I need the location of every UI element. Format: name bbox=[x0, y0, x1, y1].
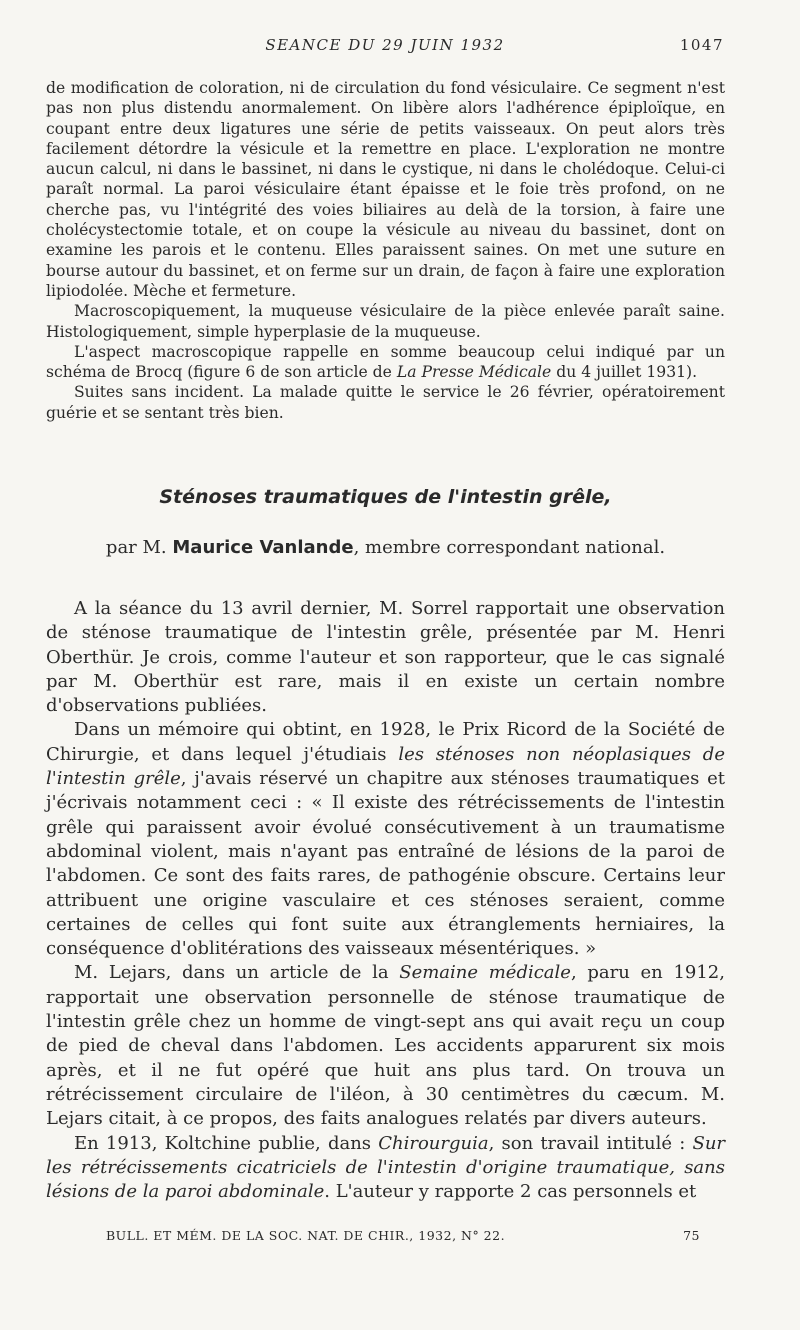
page-number: 1047 bbox=[679, 36, 724, 54]
journal-title: Chirourguia bbox=[378, 1132, 489, 1154]
journal-title: La Presse Médicale bbox=[396, 363, 552, 382]
article-title: Sténoses traumatiques de l'intestin grêle, bbox=[159, 486, 612, 508]
paragraph: L'aspect macroscopique rappelle en somme beaucoup celui indiqué par un schéma de Brocq (figure 6 de son article de La Presse Médicale du 4 juillet 1931). bbox=[46, 342, 725, 382]
paragraph: Suites sans incident. La malade quitte le service le 26 février, opératoirement guérie et se sentant très bien. bbox=[46, 383, 725, 422]
paragraph: Dans un mémoire qui obtint, en 1928, le Prix Ricord de la Société de Chirurgie, et dans lequel j'étudiais les sténoses non néoplasiques de l'intestin grêle, j'avais réservé un chapitre aux sténoses traumatiques et j'écrivais notamment ceci : « Il existe des rétrécissements de l'intestin grêle qui paraissent avoir évolué consécutivement à un traumatisme abdominal violent, mais n'ayant pas entraîné de lésions de la paroi de l'abdomen. Ce sont des faits rares, de pathogénie obscure. Certains leur attribuent une origine vasculaire et ces sténoses seraient, comme certaines de celles qui font suite aux étranglements herniaires, la conséquence d'oblitérations des vaisseaux mésentériques. » bbox=[46, 719, 725, 960]
running-head-title: SEANCE DU 29 JUIN 1932 bbox=[265, 36, 505, 54]
paragraph: de modification de coloration, ni de circulation du fond vésiculaire. Ce segment n'est pas non plus distendu anormalement. On libère alors l'adhérence épiploïque, en coupant entre deux ligatures une série de petits vaisseaux. On peut alors très facilement détordre la vésicule et la remettre en place. L'exploration ne montre aucun calcul, ni dans le bassinet, ni dans le cystique, ni dans le cholédoque. Celui-ci paraît normal. La paroi vésiculaire étant épaisse et le foie très profond, on ne cherche pas, vu l'intégrité des voies biliaires au delà de la torsion, à faire une cholécystectomie totale, et on coupe la vésicule au niveau du bassinet, dont on examine les parois et le contenu. Elles paraissent saines. On met une suture en bourse autour du bassinet, et on ferme sur un drain, de façon à faire une exploration lipiodolée. Mèche et fermeture. bbox=[46, 79, 725, 300]
paragraph: Macroscopiquement, la muqueuse vésiculaire de la pièce enlevée paraît saine. Histologiquement, simple hyperplasie de la muqueuse. bbox=[46, 302, 725, 341]
article-body bbox=[46, 597, 725, 1204]
signature-mark: 75 bbox=[683, 1228, 700, 1243]
running-head bbox=[46, 36, 724, 58]
page-footer bbox=[106, 1228, 700, 1246]
paragraph: M. Lejars, dans un article de la Semaine médicale, paru en 1912, rapportait une observation personnelle de sténose traumatique de l'intestin grêle chez un homme de vingt-sept ans qui avait reçu un coup de pied de cheval dans l'abdomen. Les accidents apparurent six mois après, et il ne fut opéré que huit ans plus tard. On trouva un rétrécissement circulaire de l'iléon, à 30 centimètres du cæcum. M. Lejars citait, à ce propos, des faits analogues relatés par divers auteurs. bbox=[46, 962, 725, 1130]
paragraph: A la séance du 13 avril dernier, M. Sorrel rapportait une observation de sténose traumatique de l'intestin grêle, présentée par M. Henri Oberthür. Je crois, comme l'auteur et son rapporteur, que le cas signalé par M. Oberthür est rare, mais il en existe un certain nombre d'observations publiées. bbox=[46, 598, 725, 717]
author-name: Maurice Vanlande bbox=[172, 537, 354, 558]
case-report-continuation bbox=[46, 78, 725, 423]
italic-phrase: les sténoses non néoplasiques de l'intestin grêle bbox=[46, 743, 725, 790]
byline: par M. Maurice Vanlande, membre correspondant national. bbox=[105, 537, 666, 558]
work-title: Sur les rétrécissements cicatriciels de l'intestin d'origine traumatique, sans lésions de la paroi abdominale bbox=[46, 1132, 726, 1203]
journal-citation: BULL. ET MÉM. DE LA SOC. NAT. DE CHIR., 1932, N° 22. bbox=[106, 1228, 506, 1243]
paragraph: En 1913, Koltchine publie, dans Chirourguia, son travail intitulé : Sur les rétrécissements cicatriciels de l'intestin d'origine traumatique, sans lésions de la paroi abdominale. L'auteur y rapporte 2 cas personnels et bbox=[46, 1132, 726, 1203]
journal-title: Semaine médicale bbox=[399, 962, 571, 984]
